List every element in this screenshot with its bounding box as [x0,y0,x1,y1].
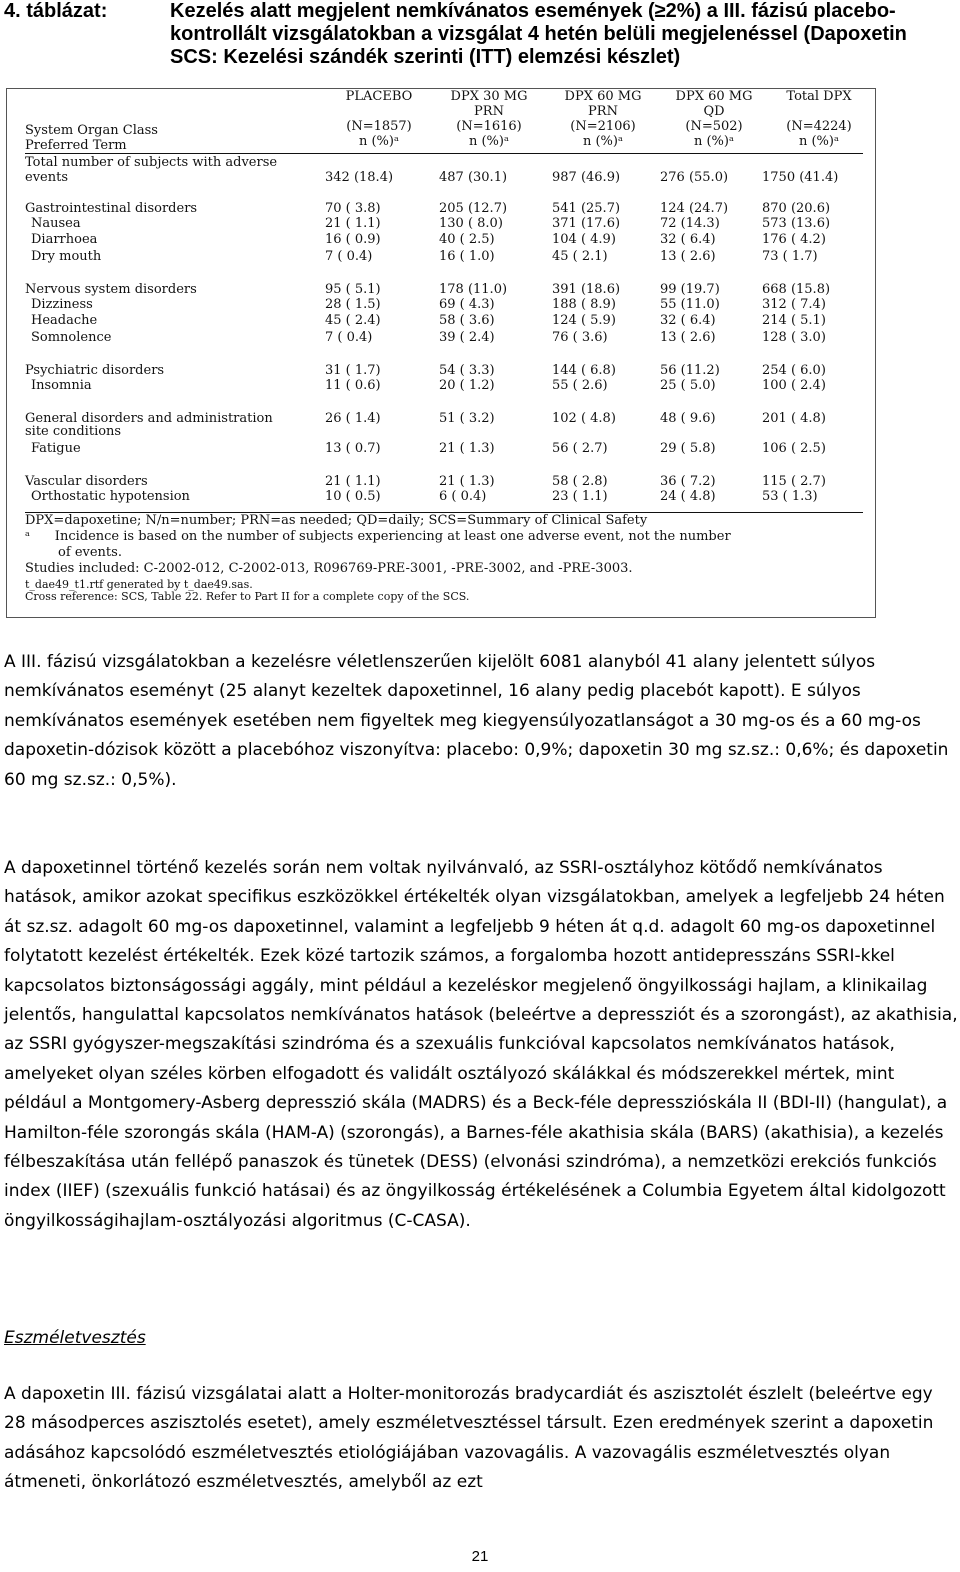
column-header-2 [548,89,658,149]
system-organ-class-label: General disorders and administration [25,411,273,427]
table-cell: 7 ( 0.4) [325,329,373,345]
table-cell: 254 ( 6.0) [762,362,826,378]
table-cell: 55 ( 2.6) [552,377,608,393]
header-divider [25,153,863,154]
table-cell: 13 ( 2.6) [660,248,716,264]
table-cell: 21 ( 1.3) [439,474,495,490]
total-label-cont: events [25,170,68,185]
preferred-term-label: Nausea [31,216,81,231]
table-cell: 26 ( 1.4) [325,411,381,427]
paragraph-serious-events: A III. fázisú vizsgálatokban a kezelésre véletlenszerűen kijelölt 6081 alanyból 41 alany jelentett súlyos nemkívánatos eseményt (25 alanyt kezeltek dapoxetinnel, 16 alany pedig placebót kapott). E súlyos nemkívánatos események esetében nem figyeltek meg kiegyensúlyozatlanságot a 30 mg-os és a 60 mg-os dapoxetin-dózisok között a placebóhoz viszonyítva: placebo: 0,9%; dapoxetin 30 mg sz.sz.: 0,6%; és dapoxetin 60 mg sz.sz.: 0,5%). [4,652,949,790]
column-header-unit: n (%)ᵃ [582,134,623,149]
table-cell: 69 ( 4.3) [439,296,495,312]
table-footnote: ᵃ Incidence is based on the number of subjects experiencing at least one adverse event, not the number [25,529,731,544]
table-cell: 128 ( 3.0) [762,329,826,345]
table-cell: 21 ( 1.3) [439,441,495,457]
table-cell: 48 ( 9.6) [660,411,716,427]
column-header-4 [764,89,874,149]
table-cell: 70 ( 3.8) [325,201,381,216]
table-cell: 16 ( 1.0) [439,248,495,264]
table-cell: 76 ( 3.6) [552,329,608,345]
table-cell: 1750 (41.4) [762,170,839,185]
column-header-name: DPX 60 MG [564,89,642,104]
table-cell: 31 ( 1.7) [325,362,381,378]
adverse-events-table [6,88,876,618]
table-cell: 16 ( 0.9) [325,232,381,248]
preferred-term-label: Fatigue [31,441,81,457]
table-cell: 29 ( 5.8) [660,441,716,457]
table-cell: 214 ( 5.1) [762,313,826,329]
table-cell: 32 ( 6.4) [660,313,716,329]
column-header-n: (N=1857) [346,119,412,134]
table-cell: 573 (13.6) [762,216,831,231]
table-cell: 24 ( 4.8) [660,489,716,505]
system-organ-class-label-cont: site conditions [25,424,122,440]
table-cell: 72 (14.3) [660,216,720,231]
preferred-term-label: Diarrhoea [31,232,98,248]
column-header-unit: n (%)ᵃ [798,134,839,149]
preferred-term-label: Dry mouth [31,248,102,264]
table-cell: 56 (11.2) [660,362,720,378]
table-footnote: DPX=dapoxetine; N/n=number; PRN=as needed; QD=daily; SCS=Summary of Clinical Safety [25,513,648,528]
table-cell: 21 ( 1.1) [325,474,381,490]
table-cell: 6 ( 0.4) [439,489,487,505]
table-cell: 55 (11.0) [660,296,720,312]
table-cell: 36 ( 7.2) [660,474,716,490]
table-cell: 10 ( 0.5) [325,489,381,505]
table-cell: 95 ( 5.1) [325,281,381,297]
column-header-n: (N=2106) [570,119,636,134]
table-cell: 130 ( 8.0) [439,216,503,231]
system-organ-class-label: Psychiatric disorders [25,362,165,378]
table-cell: 56 ( 2.7) [552,441,608,457]
table-cell: 32 ( 6.4) [660,232,716,248]
table-cell: 40 ( 2.5) [439,232,495,248]
table-cell: 342 (18.4) [325,170,394,185]
column-header-name2: PRN [474,104,504,119]
preferred-term-label: Headache [31,313,98,329]
table-cell: 115 ( 2.7) [762,474,826,490]
table-cell: 58 ( 2.8) [552,474,608,490]
table-cell: 391 (18.6) [552,281,621,297]
column-header-name: PLACEBO [345,89,413,104]
caption-label: 4. táblázat: [4,0,108,22]
table-cell: 104 ( 4.9) [552,232,616,248]
table-cell: 276 (55.0) [660,170,729,185]
total-label: Total number of subjects with adverse [25,155,278,170]
column-header-name2: QD [703,104,725,119]
paragraph-ssri-class-effects: A dapoxetinnel történő kezelés során nem voltak nyilvánvaló, az SSRI-osztályhoz kötődő nemkívánatos hatások, amikor azokat specifikus eszközökkel értékelték olyan vizsgálatokban, amelyek a legfeljebb 24 héten át sz.sz. adagolt 60 mg-os dapoxetinnel, valamint a legfeljebb 9 héten át q.d. adagolt 60 mg-os dapoxetinnel folytatott kezelést értékelték. Ezek közé tartozik számos, a forgalomba hozott antidepresszáns SSRI-kkel kapcsolatos biztonságossági aggály, mint például a kezeléskor megjelenő öngyilkossági hajlam, a klinikailag jelentős, hangulattal kapcsolatos nemkívánatos hatások (beleértve a depressziót és a szorongást), az akathisia, az SSRI gyógyszer-megszakítási szindróma és a szexuális funkcióval kapcsolatos nemkívánatos hatások, amelyeket olyan széles körben elfogadott és validált osztályozó skálákkal és módszerekkel mértek, mint például a Montgomery-Asberg depresszió skála (MADRS) és a Beck-féle depresszióskála II (BDI-II) (hangulat), a Hamilton-féle szorongás skála (HAM-A) (szorongás), a Barnes-féle akathisia skála (BARS) (akathisia), a kezelés félbeszakítása után fellépő panaszok és tünetek (DESS) (elvonási szindróma), a nemzetközi erekciós funkciós index (IIEF) (szexuális funkció hatásai) és az öngyilkosság értékelésének a Columbia Egyetem által kidolgozott öngyilkosságihajlam-osztályozási algoritmus (C-CASA). [4,858,958,1231]
system-organ-class-label: Vascular disorders [25,474,148,490]
table-cell: 20 ( 1.2) [439,377,495,393]
table-cell: 487 (30.1) [439,170,508,185]
table-footnote: Cross reference: SCS, Table 22. Refer to Part II for a complete copy of the SCS. [25,590,470,603]
column-header-n: (N=4224) [786,119,852,134]
section-heading-syncope: Eszméletvesztés [4,1328,146,1348]
table-cell: 99 (19.7) [660,281,720,297]
table-cell: 188 ( 8.9) [552,296,616,312]
column-header-unit: n (%)ᵃ [693,134,734,149]
preferred-term-label: Insomnia [31,377,92,393]
table-cell: 51 ( 3.2) [439,411,495,427]
table-cell: 25 ( 5.0) [660,377,716,393]
column-header-3 [659,89,769,149]
table-cell: 312 ( 7.4) [762,296,826,312]
table-cell: 100 ( 2.4) [762,377,826,393]
column-header-name: DPX 60 MG [675,89,753,104]
preferred-term-label: Orthostatic hypotension [31,489,190,505]
table-cell: 124 ( 5.9) [552,313,616,329]
system-organ-class-label: Gastrointestinal disorders [25,201,198,216]
table-cell: 144 ( 6.8) [552,362,616,378]
column-header-n: (N=1616) [456,119,522,134]
system-organ-class-label: Nervous system disorders [25,281,197,297]
table-cell: 73 ( 1.7) [762,248,818,264]
table-footnote: Studies included: C-2002-012, C-2002-013, R096769-PRE-3001, -PRE-3002, and -PRE-3003. [25,561,633,576]
preferred-term-label: Dizziness [31,296,93,312]
page-number: 21 [471,1548,489,1565]
column-header-name: Total DPX [786,89,852,104]
caption-text: Kezelés alatt megjelent nemkívánatos események (≥2%) a III. fázisú placebo-kontrollált vizsgálatokban a vizsgálat 4 hetén belüli megjelenéssel (Dapoxetin SCS: Kezelési szándék szerinti (ITT) elemzési készlet) [170,0,907,68]
header-preferred-term: Preferred Term [25,138,127,153]
column-header-name2 [764,104,874,119]
column-header-name2 [324,104,434,119]
column-header-1 [434,89,544,149]
table-cell: 7 ( 0.4) [325,248,373,264]
table-cell: 54 ( 3.3) [439,362,495,378]
column-header-name: DPX 30 MG [450,89,528,104]
column-header-unit: n (%)ᵃ [468,134,509,149]
preferred-term-label: Somnolence [31,329,112,345]
column-header-0 [324,89,434,149]
table-cell: 39 ( 2.4) [439,329,495,345]
table-cell: 668 (15.8) [762,281,831,297]
table-footnote: of events. [25,545,122,560]
table-cell: 23 ( 1.1) [552,489,608,505]
table-cell: 987 (46.9) [552,170,621,185]
paragraph-syncope: A dapoxetin III. fázisú vizsgálatai alatt a Holter-monitorozás bradycardiát és aszisztolét észlelt (beleértve egy 28 másodperces aszisztolés esetet), amely eszméletvesztéssel társult. Ezen eredmények szerint a dapoxetin adásához kapcsolódó eszméletvesztés etiológiájában vazovagális. A vazovagális eszméletvesztés olyan átmeneti, önkorlátozó eszméletvesztés, amelyből az ezt [4,1384,934,1493]
header-system-organ-class: System Organ Class [25,123,158,138]
column-header-unit: n (%)ᵃ [358,134,399,149]
table-footnote: t_dae49_t1.rtf generated by t_dae49.sas. [25,578,253,591]
table-cell: 45 ( 2.4) [325,313,381,329]
table-cell: 106 ( 2.5) [762,441,826,457]
table-cell: 178 (11.0) [439,281,508,297]
table-cell: 371 (17.6) [552,216,621,231]
table-cell: 13 ( 2.6) [660,329,716,345]
table-cell: 102 ( 4.8) [552,411,616,427]
table-cell: 53 ( 1.3) [762,489,818,505]
column-header-name2: PRN [588,104,618,119]
table-cell: 201 ( 4.8) [762,411,826,427]
table-cell: 21 ( 1.1) [325,216,381,231]
table-cell: 870 (20.6) [762,201,831,216]
table-cell: 176 ( 4.2) [762,232,826,248]
table-cell: 28 ( 1.5) [325,296,381,312]
table-cell: 541 (25.7) [552,201,621,216]
table-cell: 13 ( 0.7) [325,441,381,457]
table-cell: 11 ( 0.6) [325,377,381,393]
table-cell: 45 ( 2.1) [552,248,608,264]
table-cell: 58 ( 3.6) [439,313,495,329]
column-header-n: (N=502) [685,119,743,134]
table-cell: 124 (24.7) [660,201,729,216]
table-cell: 205 (12.7) [439,201,508,216]
